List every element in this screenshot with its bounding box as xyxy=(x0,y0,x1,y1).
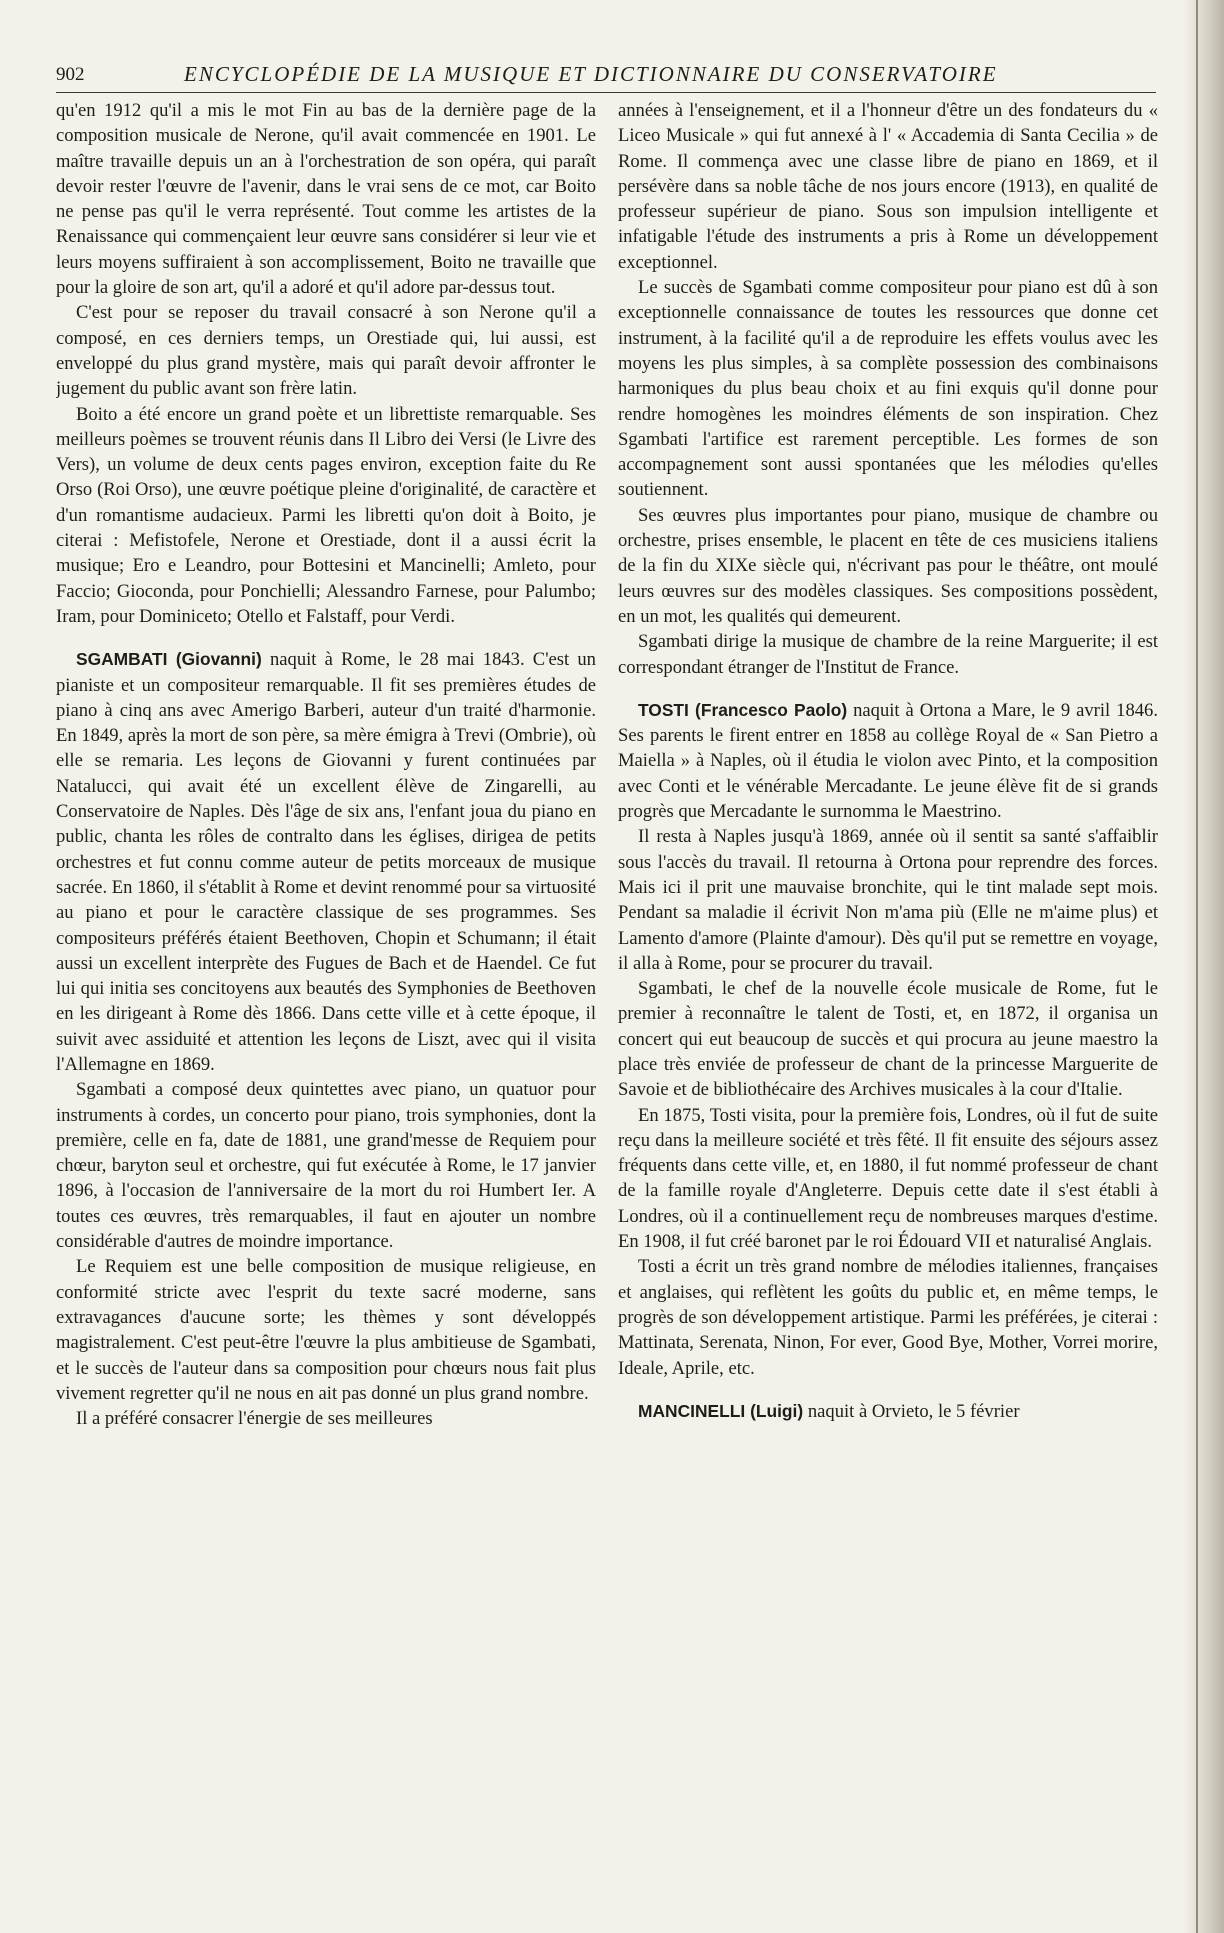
paragraph: C'est pour se reposer du travail consacré à son Nerone qu'il a composé, en ces derniers temps, un Orestiade qui, lui aussi, est enveloppé du plus grand mystère, mais qui paraît devoir affronter le jugement du public avant son frère latin. xyxy=(56,302,596,400)
paragraph: Le Requiem est une belle composition de musique religieuse, en conformité stricte avec l'esprit du texte sacré moderne, sans extravagances d'aucune sorte; les thèmes y sont développés magistralement. C'est peut-être l'œuvre la plus ambitieuse de Sgambati, et le succès de l'auteur dans sa composition pour chœurs nous fait plus vivement regretter qu'il ne nous en ait pas donné un plus grand nombre. xyxy=(56,1256,596,1404)
entry-heading: SGAMBATI (Giovanni) xyxy=(76,649,262,670)
entry-heading: TOSTI (Francesco Paolo) xyxy=(638,699,848,720)
page-number: 902 xyxy=(56,64,85,85)
entry-text: naquit à Ortona a Mare, le 9 avril 1846. Ses parents le firent entrer en 1858 au collège Royal de « San Pietro a Maiella » à Naples, où il étudia le violon avec Pinto, et la composition avec Conti et le vénérable Mercadante. Le jeune élève fit de si grands progrès que Mercadante le surnomma le Maestrino. xyxy=(618,699,1158,823)
paragraph: Tosti a écrit un très grand nombre de mélodies italiennes, françaises et anglaises, qui reflètent les goûts du public et, en même temps, le progrès de son développement artistique. Parmi les préférées, je citerai : Mattinata, Serenata, Ninon, For ever, Good Bye, Mother, Vorrei morire, Ideale, Aprile, etc. xyxy=(618,1256,1158,1379)
paragraph: Sgambati, le chef de la nouvelle école musicale de Rome, fut le premier à reconnaître le talent de Tosti, et, en 1872, il organisa un concert qui eut beaucoup de succès et qui procura au jeune maestro la place très enviée de professeur de chant de la princesse Marguerite de Savoie et de bibliothécaire des Archives musicales à la cour d'Italie. xyxy=(618,978,1158,1101)
entry-tosti xyxy=(618,698,1158,824)
paragraph: qu'en 1912 qu'il a mis le mot Fin au bas de la dernière page de la composition musicale de Nerone, qu'il avait commencée en 1901. Le maître travaille depuis un an à l'orchestration de son opéra, qui paraît devoir rester l'œuvre de l'avenir, dans le vrai sens de ce mot, car Boito ne pense pas qu'il le verra représenté. Tout comme les artistes de la Renaissance qui commençaient leur œuvre sans considérer si leur vie et leurs moyens suffiraient à son accomplissement, Boito ne travaille que pour la gloire de son art, qu'il a adoré et qu'il adore par-dessus tout. xyxy=(56,100,596,299)
entry-heading: MANCINELLI (Luigi) xyxy=(638,1400,804,1421)
paragraph: En 1875, Tosti visita, pour la première fois, Londres, où il fut de suite reçu dans la meilleure société et très fêté. Il fit ensuite des séjours assez fréquents dans cette ville, et, en 1880, il fut nommé professeur de chant de la famille royale d'Angleterre. Depuis cette date il s'est établi à Londres, où il a continuellement reçu de nombreuses marques d'estime. En 1908, il fut créé baronet par le roi Édouard VII et naturalisé Anglais. xyxy=(618,1104,1158,1253)
entry-text: naquit à Orvieto, le 5 février xyxy=(807,1400,1020,1422)
page-edge xyxy=(1184,0,1224,1933)
entry-sgambati xyxy=(56,647,596,1077)
paragraph: Ses œuvres plus importantes pour piano, musique de chambre ou orchestre, prises ensemble, le placent en tête de ces musiciens italiens de la fin du XIXe siècle qui, n'écrivant pas pour le théâtre, ont moulé leurs œuvres sur des modèles classiques. Ses compositions possèdent, en un mot, les qualités qui demeurent. xyxy=(618,504,1158,627)
paragraph: Sgambati dirige la musique de chambre de la reine Marguerite; il est correspondant étranger de l'Institut de France. xyxy=(618,631,1158,678)
paragraph: Sgambati a composé deux quintettes avec piano, un quatuor pour instruments à cordes, un concerto pour piano, trois symphonies, dont la première, celle en fa, date de 1881, une grand'messe de Requiem pour chœur, baryton seul et orchestre, qui fut exécutée à Rome, le 17 janvier 1896, à l'occasion de l'anniversaire de la mort du roi Humbert Ier. A toutes ces œuvres, très remarquables, il faut en ajouter un nombre considérable d'autres de moindre importance. xyxy=(56,1079,596,1253)
page-header xyxy=(56,58,1156,93)
paragraph: Le succès de Sgambati comme compositeur pour piano est dû à son exceptionnelle connaissance de toutes les ressources que donne cet instrument, à la facilité qu'il a de reproduire les effets voulus avec les moyens les plus simples, à sa complète possession des combinaisons harmoniques du plus beau choix et au fini exquis qu'il donne pour rendre homogènes les moindres éléments de son inspiration. Chez Sgambati l'artifice est rarement perceptible. Les formes de son accompagnement sont aussi spontanées que les mélodies qu'elles soutiennent. xyxy=(618,277,1158,501)
paragraph: Il resta à Naples jusqu'à 1869, année où il sentit sa santé s'affaiblir sous l'accès du travail. Il retourna à Ortona pour reprendre des forces. Mais ici il prit une mauvaise bronchite, qui le tint malade sept mois. Pendant sa maladie il écrivit Non m'ama più (Elle ne m'aime plus) et Lamento d'amore (Plainte d'amour). Dès qu'il put se remettre en voyage, il alla à Rome, pour se procurer du travail. xyxy=(618,826,1158,974)
page xyxy=(56,58,1156,1918)
paragraph: Il a préféré consacrer l'énergie de ses meilleures xyxy=(76,1408,433,1430)
right-column xyxy=(618,98,1158,1908)
left-column xyxy=(56,98,596,1908)
entry-text: naquit à Rome, le 28 mai 1843. C'est un pianiste et un compositeur remarquable. Il fit ses premières études de piano à cinq ans avec Amerigo Barberi, auteur d'un traité d'harmonie. En 1849, après la mort de son père, sa mère émigra à Trevi (Ombrie), où elle se remaria. Les leçons de Giovanni y furent continuées par Natalucci, qui avait été un excellent élève de Zingarelli, au Conservatoire de Naples. Dès l'âge de six ans, l'enfant joua du piano en public, chanta les rôles de contralto dans les églises, dirigea de petits orchestres et fut connu comme auteur de petits morceaux de musique sacrée. En 1860, il s'établit à Rome et devint renommé pour sa virtuosité au piano et pour le caractère classique de ses programmes. Ses compositeurs préférés étaient Beethoven, Chopin et Schumann; il était aussi un excellent interprète des Fugues de Bach et de Haendel. Ce fut lui qui initia ses concitoyens aux beautés des Symphonies de Beethoven en les dirigeant à Rome dès 1866. Dans cette ville et à cette époque, il suivit avec assiduité et attention les leçons de Liszt, avec qui il visita l'Allemagne en 1869. xyxy=(56,649,596,1075)
running-head: ENCYCLOPÉDIE DE LA MUSIQUE ET DICTIONNAIRE DU CONSERVATOIRE xyxy=(184,62,998,86)
entry-mancinelli xyxy=(618,1399,1158,1424)
page-edge-line xyxy=(1196,0,1198,1933)
paragraph: Boito a été encore un grand poète et un librettiste remarquable. Ses meilleurs poèmes se trouvent réunis dans Il Libro dei Versi (le Livre des Vers), un volume de deux cents pages environ, exception faite du Re Orso (Roi Orso), une œuvre poétique pleine d'originalité, de caractère et d'un romantisme audacieux. Parmi les libretti qu'on doit à Boito, je citerai : Mefistofele, Nerone et Orestiade, dont il a aussi écrit la musique; Ero e Leandro, pour Bottesini et Mancinelli; Amleto, pour Faccio; Gioconda, pour Ponchielli; Alessandro Farnese, pour Palumbo; Iram, pour Dominiceto; Otello et Falstaff, pour Verdi. xyxy=(56,403,596,627)
paragraph: années à l'enseignement, et il a l'honneur d'être un des fondateurs du « Liceo Musicale » qui fut annexé à l' « Accademia di Santa Cecilia » de Rome. Il commença avec une classe libre de piano en 1869, et il persévère dans sa noble tâche de nos jours encore (1913), en qualité de professeur supérieur de piano. Sous son impulsion intelligente et infatigable l'étude des instruments a pris à Rome un développement exceptionnel. xyxy=(618,100,1158,273)
